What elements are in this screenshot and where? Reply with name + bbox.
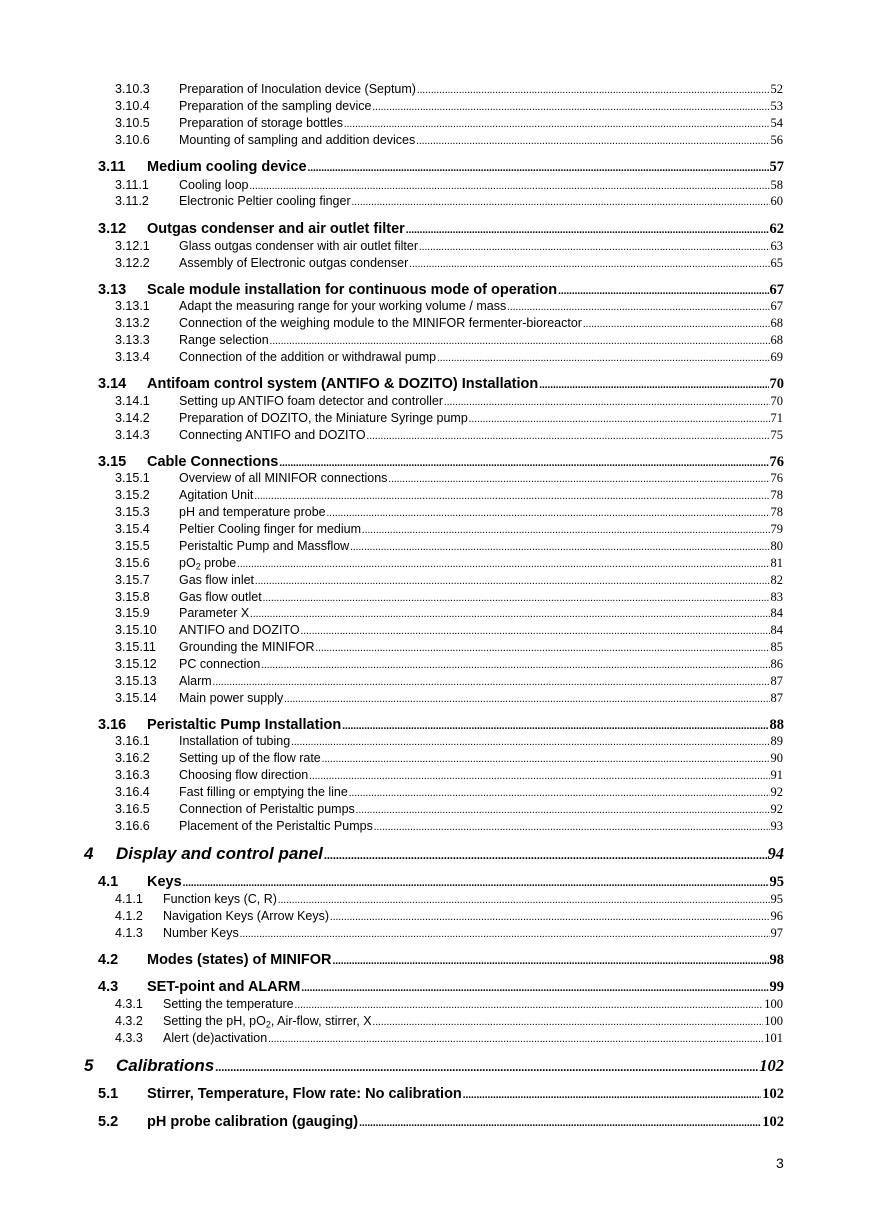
toc-entry-page: 101 xyxy=(764,1031,783,1045)
toc-entry-number: 3.16.2 xyxy=(115,751,150,765)
toc-entry-page: 87 xyxy=(770,674,783,688)
toc-entry-page: 78 xyxy=(770,488,783,502)
toc-entry[interactable] xyxy=(0,801,869,818)
toc-entry-title: Modes (states) of MINIFOR xyxy=(147,952,332,968)
dot-leader xyxy=(278,892,770,909)
toc-entry[interactable] xyxy=(0,115,869,132)
toc-entry-page: 76 xyxy=(770,471,783,485)
toc-entry-title: pH probe calibration (gauging) xyxy=(147,1114,359,1130)
dot-leader xyxy=(388,471,769,488)
toc-entry-number: 3.15.13 xyxy=(115,674,157,688)
dot-leader xyxy=(362,522,769,539)
toc-entry[interactable] xyxy=(0,427,869,444)
toc-entry-number: 3.13.1 xyxy=(115,299,150,313)
toc-entry-title: Gas flow outlet xyxy=(179,590,262,604)
toc-entry-title: Antifoam control system (ANTIFO & DOZITO) Installation xyxy=(147,376,539,392)
toc-entry[interactable] xyxy=(0,784,869,801)
toc-entry[interactable] xyxy=(0,656,869,673)
toc-entry-number: 3.15.2 xyxy=(115,488,150,502)
toc-entry-page: 84 xyxy=(770,606,783,620)
dot-leader xyxy=(183,873,769,893)
toc-entry-page: 87 xyxy=(770,691,783,705)
toc-entry-title: PC connection xyxy=(179,657,261,671)
toc-entry-number: 3.14.3 xyxy=(115,428,150,442)
dot-leader xyxy=(367,428,770,445)
toc-entry-page: 68 xyxy=(770,316,783,330)
toc-entry[interactable] xyxy=(0,925,869,942)
toc-entry-title: Mounting of sampling and addition devices xyxy=(179,133,416,147)
toc-entry-number: 3.15.4 xyxy=(115,522,150,536)
toc-entry[interactable] xyxy=(0,1084,869,1104)
toc-entry-number: 3.14.2 xyxy=(115,411,150,425)
toc-entry-page: 93 xyxy=(770,819,783,833)
toc-entry-title: Peristaltic Pump Installation xyxy=(147,717,342,733)
dot-leader xyxy=(352,194,770,211)
toc-entry-title: ANTIFO and DOZITO xyxy=(179,623,300,637)
toc-entry-number: 3.10.5 xyxy=(115,116,150,130)
toc-entry-title: Connecting ANTIFO and DOZITO xyxy=(179,428,366,442)
toc-entry[interactable] xyxy=(0,255,869,272)
toc-entry-number: 3.11.1 xyxy=(115,178,149,192)
toc-entry-title: Setting up ANTIFO foam detector and controller xyxy=(179,394,444,408)
toc-entry-title: Installation of tubing xyxy=(179,734,291,748)
toc-entry[interactable] xyxy=(0,410,869,427)
toc-entry-page: 96 xyxy=(770,909,783,923)
toc-entry-title: Connection of the addition or withdrawal pump xyxy=(179,350,437,364)
toc-entry-page: 88 xyxy=(769,717,784,733)
toc-entry-title: Cooling loop xyxy=(179,178,249,192)
toc-entry-page: 60 xyxy=(770,194,783,208)
toc-entry-title: Assembly of Electronic outgas condenser xyxy=(179,256,409,270)
dot-leader xyxy=(327,505,770,522)
toc-entry-number: 3.16.1 xyxy=(115,734,150,748)
toc-entry-number: 3.13 xyxy=(98,282,127,298)
toc-entry-page: 85 xyxy=(770,640,783,654)
toc-entry[interactable] xyxy=(0,872,869,892)
toc-entry-title: Cable Connections xyxy=(147,454,279,470)
toc-entry-title: Keys xyxy=(147,874,182,890)
toc-entry-number: 3.15.7 xyxy=(115,573,150,587)
dot-leader xyxy=(437,350,769,367)
toc-entry-page: 70 xyxy=(769,376,784,392)
toc-entry-title: Preparation of storage bottles xyxy=(179,116,343,130)
toc-entry[interactable] xyxy=(0,750,869,767)
toc-entry-page: 90 xyxy=(770,751,783,765)
toc-entry-number: 3.15.9 xyxy=(115,606,150,620)
toc-entry[interactable] xyxy=(0,332,869,349)
toc-entry-page: 94 xyxy=(767,844,784,863)
dot-leader xyxy=(301,623,770,640)
toc-entry-number: 4.1.3 xyxy=(115,926,143,940)
dot-leader xyxy=(213,674,770,691)
dot-leader xyxy=(419,239,769,256)
dot-leader xyxy=(240,926,770,943)
toc-entry-number: 3.11 xyxy=(98,159,126,175)
toc-entry[interactable] xyxy=(0,690,869,707)
toc-entry-title: Grounding the MINIFOR xyxy=(179,640,315,654)
toc-entry-number: 3.15.1 xyxy=(115,471,150,485)
toc-entry-title: Function keys (C, R) xyxy=(163,892,277,906)
toc-entry-title: Connection of Peristaltic pumps xyxy=(179,802,355,816)
toc-entry-title: Gas flow inlet xyxy=(179,573,255,587)
toc-entry-page: 86 xyxy=(770,657,783,671)
toc-entry-number: 3.12.1 xyxy=(115,239,150,253)
toc-entry-number: 3.12 xyxy=(98,221,127,237)
toc-entry-page: 79 xyxy=(770,522,783,536)
toc-entry-title: SET-point and ALARM xyxy=(147,979,301,995)
toc-entry-number: 4.1 xyxy=(98,874,119,890)
toc-entry-number: 4.3.1 xyxy=(115,997,143,1011)
dot-leader xyxy=(309,768,769,785)
toc-entry-number: 3.15.12 xyxy=(115,657,157,671)
dot-leader xyxy=(237,556,769,573)
toc-entry[interactable] xyxy=(0,639,869,656)
toc-entry[interactable] xyxy=(0,818,869,835)
toc-entry[interactable] xyxy=(0,238,869,255)
dot-leader xyxy=(255,573,769,590)
toc-entry-page: 100 xyxy=(764,997,783,1011)
toc-entry-number: 3.15.10 xyxy=(115,623,157,637)
toc-entry-title: Alert (de)activation xyxy=(163,1031,268,1045)
toc-entry-number: 3.14 xyxy=(98,376,127,392)
toc-entry-title: Setting up of the flow rate xyxy=(179,751,321,765)
toc-entry-number: 3.11.2 xyxy=(115,194,149,208)
toc-entry-title: Connection of the weighing module to the MINIFOR fermenter-bioreactor xyxy=(179,316,582,330)
toc-entry-number: 3.16.6 xyxy=(115,819,150,833)
toc-entry-title: Number Keys xyxy=(163,926,239,940)
toc-entry[interactable] xyxy=(0,950,869,970)
dot-leader xyxy=(583,316,770,333)
toc-entry[interactable] xyxy=(0,374,869,394)
toc-entry-title: Calibrations xyxy=(116,1056,215,1075)
dot-leader xyxy=(349,785,770,802)
toc-entry-title: Parameter X xyxy=(179,606,250,620)
toc-entry-title: Glass outgas condenser with air outlet filter xyxy=(179,239,419,253)
toc-entry[interactable] xyxy=(0,605,869,622)
toc-entry-title: Peltier Cooling finger for medium xyxy=(179,522,362,536)
toc-entry[interactable] xyxy=(0,1112,869,1132)
toc-entry-page: 70 xyxy=(770,394,783,408)
toc-entry-title: Adapt the measuring range for your working volume / mass xyxy=(179,299,507,313)
dot-leader xyxy=(291,734,769,751)
toc-entry[interactable] xyxy=(0,977,869,997)
toc-entry-number: 4 xyxy=(84,844,94,863)
toc-entry-number: 5.2 xyxy=(98,1114,119,1130)
toc-entry[interactable] xyxy=(0,996,869,1013)
dot-leader xyxy=(409,256,769,273)
toc-entry-title: Fast filling or emptying the line xyxy=(179,785,348,799)
dot-leader xyxy=(372,99,769,116)
toc-entry[interactable] xyxy=(0,280,869,300)
toc-entry-number: 3.15.14 xyxy=(115,691,157,705)
toc-entry-number: 4.2 xyxy=(98,952,119,968)
toc-entry-title: Alarm xyxy=(179,674,212,688)
toc-entry-title: Range selection xyxy=(179,333,269,347)
dot-leader xyxy=(539,375,768,395)
toc-entry[interactable] xyxy=(0,908,869,925)
dot-leader xyxy=(330,909,769,926)
toc-entry-title: Display and control panel xyxy=(116,844,323,863)
toc-entry-page: 83 xyxy=(770,590,783,604)
toc-entry[interactable] xyxy=(0,487,869,504)
toc-entry-number: 3.16.4 xyxy=(115,785,150,799)
dot-leader xyxy=(215,1056,758,1078)
toc-entry-title: Placement of the Peristaltic Pumps xyxy=(179,819,373,833)
toc-entry-page: 97 xyxy=(770,926,783,940)
toc-entry-page: 102 xyxy=(762,1114,784,1130)
toc-entry[interactable] xyxy=(0,538,869,555)
toc-entry-title: Navigation Keys (Arrow Keys) xyxy=(163,909,330,923)
toc-entry-page: 92 xyxy=(770,785,783,799)
toc-entry-title: Agitation Unit xyxy=(179,488,254,502)
toc-entry-number: 3.15.5 xyxy=(115,539,150,553)
toc-entry-number: 3.13.3 xyxy=(115,333,150,347)
dot-leader xyxy=(469,411,770,428)
toc-entry-title: Preparation of Inoculation device (Septum) xyxy=(179,82,416,96)
toc-entry[interactable] xyxy=(0,891,869,908)
dot-leader xyxy=(507,299,769,316)
toc-entry[interactable] xyxy=(0,81,869,98)
toc-entry[interactable] xyxy=(0,622,869,639)
toc-entry-number: 3.12.2 xyxy=(115,256,150,270)
toc-entry-number: 4.1.1 xyxy=(115,892,143,906)
toc-entry-number: 3.10.3 xyxy=(115,82,150,96)
dot-leader xyxy=(350,539,769,556)
toc-entry-number: 3.16.5 xyxy=(115,802,150,816)
toc-entry-page: 54 xyxy=(770,116,783,130)
toc-entry-page: 92 xyxy=(770,802,783,816)
toc-entry-number: 3.16 xyxy=(98,717,127,733)
toc-entry-page: 80 xyxy=(770,539,783,553)
toc-entry-page: 69 xyxy=(770,350,783,364)
toc-entry[interactable] xyxy=(0,298,869,315)
toc-entry-title: Peristaltic Pump and Massflow xyxy=(179,539,350,553)
toc-entry-page: 63 xyxy=(770,239,783,253)
toc-entry-number: 3.15.11 xyxy=(115,640,156,654)
dot-leader xyxy=(344,116,770,133)
toc-entry[interactable] xyxy=(0,219,869,239)
dot-leader xyxy=(324,844,767,866)
toc-entry-page: 99 xyxy=(769,979,784,995)
toc-entry-number: 4.1.2 xyxy=(115,909,143,923)
toc-entry-title: Preparation of the sampling device xyxy=(179,99,372,113)
toc-entry-page: 67 xyxy=(770,299,783,313)
toc-entry-number: 3.15 xyxy=(98,454,127,470)
dot-leader xyxy=(261,657,769,674)
toc-entry-page: 78 xyxy=(770,505,783,519)
toc-entry-title: Setting the temperature xyxy=(163,997,294,1011)
toc-entry-number: 3.13.2 xyxy=(115,316,150,330)
toc-entry-page: 71 xyxy=(770,411,783,425)
toc-entry-number: 5.1 xyxy=(98,1086,119,1102)
toc-entry[interactable] xyxy=(0,504,869,521)
dot-leader xyxy=(374,819,770,836)
toc-entry-number: 3.15.8 xyxy=(115,590,150,604)
toc-entry[interactable] xyxy=(0,733,869,750)
toc-entry-title: Overview of all MINIFOR connections xyxy=(179,471,388,485)
dot-leader xyxy=(463,1085,761,1105)
toc-entry-number: 4.3.2 xyxy=(115,1014,143,1028)
toc-entry-title: Scale module installation for continuous mode of operation xyxy=(147,282,558,298)
toc-entry-title: Choosing flow direction xyxy=(179,768,309,782)
toc-entry-number: 3.15.6 xyxy=(115,556,150,570)
toc-entry-page: 62 xyxy=(769,221,784,237)
toc-entry-page: 89 xyxy=(770,734,783,748)
toc-entry-page: 67 xyxy=(769,282,784,298)
toc-entry[interactable] xyxy=(0,349,869,366)
toc-entry[interactable] xyxy=(0,843,869,865)
toc-entry[interactable] xyxy=(0,452,869,472)
dot-leader xyxy=(356,802,770,819)
toc-entry-page: 91 xyxy=(770,768,783,782)
toc-entry[interactable] xyxy=(0,193,869,210)
toc-entry-page: 95 xyxy=(770,892,783,906)
toc-entry-page: 102 xyxy=(762,1086,784,1102)
toc-entry-title: Stirrer, Temperature, Flow rate: No calibration xyxy=(147,1086,462,1102)
toc-entry-number: 4.3 xyxy=(98,979,119,995)
toc-entry-title: Electronic Peltier cooling finger xyxy=(179,194,351,208)
toc-entry-page: 84 xyxy=(770,623,783,637)
toc-entry[interactable] xyxy=(0,98,869,115)
toc-entry[interactable] xyxy=(0,1030,869,1047)
toc-entry-title: Preparation of DOZITO, the Miniature Syringe pump xyxy=(179,411,468,425)
page-number: 3 xyxy=(776,1155,784,1171)
toc-entry-title: Outgas condenser and air outlet filter xyxy=(147,221,405,237)
dot-leader xyxy=(315,640,769,657)
toc-entry-title: Medium cooling device xyxy=(147,159,307,175)
toc-entry-page: 52 xyxy=(770,82,783,96)
toc-entry-number: 3.10.6 xyxy=(115,133,150,147)
toc-entry-number: 3.15.3 xyxy=(115,505,150,519)
toc-entry[interactable] xyxy=(0,132,869,149)
toc-entry-number: 5 xyxy=(84,1056,94,1075)
toc-entry-number: 3.16.3 xyxy=(115,768,150,782)
toc-entry[interactable] xyxy=(0,572,869,589)
toc-entry-page: 98 xyxy=(769,952,784,968)
dot-leader xyxy=(295,997,764,1014)
toc-entry[interactable] xyxy=(0,157,869,177)
toc-entry-page: 102 xyxy=(759,1056,784,1075)
toc-entry[interactable] xyxy=(0,393,869,410)
dot-leader xyxy=(332,951,768,971)
toc-entry-page: 76 xyxy=(769,454,784,470)
toc-entry-page: 65 xyxy=(770,256,783,270)
toc-entry[interactable] xyxy=(0,521,869,538)
toc-entry-page: 100 xyxy=(764,1014,783,1028)
dot-leader xyxy=(284,691,769,708)
dot-leader xyxy=(417,82,770,99)
dot-leader xyxy=(444,394,769,411)
toc-entry[interactable] xyxy=(0,767,869,784)
dot-leader xyxy=(416,133,769,150)
toc-entry[interactable] xyxy=(0,589,869,606)
dot-leader xyxy=(268,1031,763,1048)
toc-entry-number: 3.14.1 xyxy=(115,394,150,408)
toc-entry[interactable] xyxy=(0,673,869,690)
dot-leader xyxy=(308,158,769,178)
dot-leader xyxy=(301,978,768,998)
toc-entry-number: 4.3.3 xyxy=(115,1031,143,1045)
dot-leader xyxy=(250,606,769,623)
dot-leader xyxy=(270,333,770,350)
toc-entry[interactable] xyxy=(0,555,869,572)
dot-leader xyxy=(359,1113,761,1133)
toc-entry-page: 56 xyxy=(770,133,783,147)
toc-entry-page: 82 xyxy=(770,573,783,587)
toc-entry-number: 3.13.4 xyxy=(115,350,150,364)
dot-leader xyxy=(373,1014,764,1031)
toc-entry-title: $pO_2$ probe xyxy=(179,556,237,572)
toc-entry[interactable] xyxy=(0,315,869,332)
toc-entry[interactable] xyxy=(0,1055,869,1077)
toc-entry[interactable] xyxy=(0,715,869,735)
toc-entry-page: 75 xyxy=(770,428,783,442)
toc-entry-number: 3.10.4 xyxy=(115,99,150,113)
toc-entry-page: 95 xyxy=(769,874,784,890)
toc-entry-title: Setting the pH, $pO_2$, Air-flow, stirrer, X xyxy=(163,1014,372,1030)
toc-entry-title: Main power supply xyxy=(179,691,284,705)
toc-entry-page: 57 xyxy=(769,159,784,175)
dot-leader xyxy=(406,220,769,240)
toc-entry[interactable] xyxy=(0,1013,869,1030)
toc-entry-page: 53 xyxy=(770,99,783,113)
toc-entry-page: 58 xyxy=(770,178,783,192)
dot-leader xyxy=(322,751,770,768)
dot-leader xyxy=(254,488,769,505)
toc-entry-title: pH and temperature probe xyxy=(179,505,326,519)
toc-entry-page: 81 xyxy=(770,556,783,570)
toc-entry[interactable] xyxy=(0,177,869,194)
toc-entry-page: 68 xyxy=(770,333,783,347)
toc-entry[interactable] xyxy=(0,470,869,487)
